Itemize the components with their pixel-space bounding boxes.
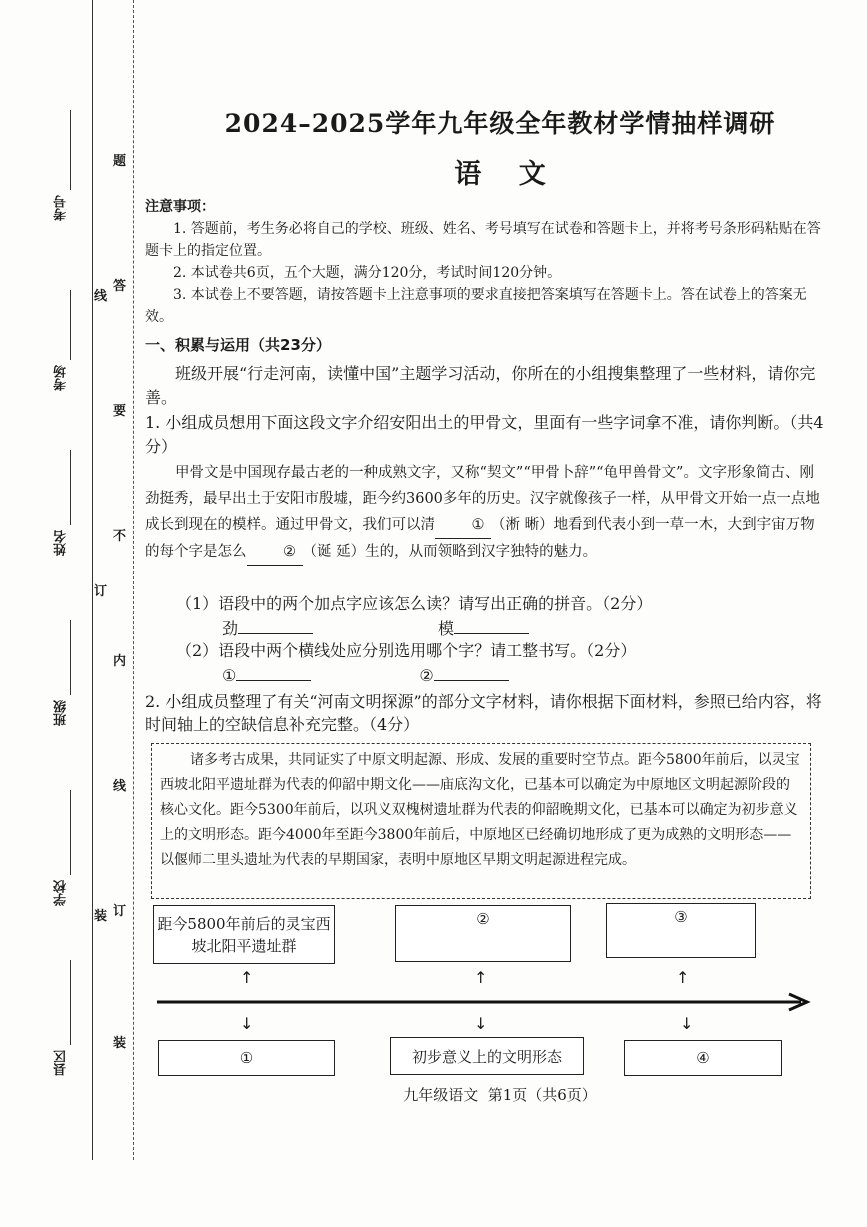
timeline-bottom-box-3[interactable]: ④ [624,1040,782,1076]
q1-sub2-mark-b: ② [419,666,434,685]
q1-sub2-blank-a[interactable] [236,680,311,681]
notice-heading: 注意事项： [145,199,215,215]
q2-stem: 2. 小组成员整理了有关“河南文明探源”的部分文字材料，请你根据下面材料，参照已给内容，将时间轴上的空缺信息补充完整。（4分） [145,692,822,734]
q1-blank-2-mark: ② [283,544,296,560]
q1-sub1-answers [222,618,529,640]
timeline-bottom-box-2: 初步意义上的文明形态 [390,1037,584,1075]
q1-blank-2 [247,539,303,566]
q1-choice-2: （诞 延） [302,544,366,560]
q1-blank-1 [435,512,491,539]
margin-char-zhuang-outer: 装 [94,909,108,924]
q1-passage [145,460,825,566]
q1-sub1-char-a: 劲 [222,619,239,638]
q1-sub2-blank-b[interactable] [434,680,509,681]
notice-item-2: 2. 本试卷共6页，五个大题，满分120分，考试时间120分钟。 [173,265,562,281]
down-arrow-2: ↓ [474,1014,488,1033]
notice-item-1: 1. 答题前，考生务必将自己的学校、班级、姓名、考号填写在试卷和答题卡上，并将考号条形码粘贴在答题卡上的指定位置。 [145,221,821,259]
label-exam-room: 考场 [54,365,69,391]
margin-char-ding-inner: 订 [113,904,127,919]
q1-sub1: （1）语段中的两个加点字应该怎么读？请写出正确的拼音。（2分） [176,594,653,613]
down-arrow-1: ↓ [240,1014,254,1033]
q1-sub2: （2）语段中两个横线处应分别选用哪个字？请工整书写。（2分） [176,641,637,660]
label-school: 学校 [54,880,69,906]
margin-char-nei: 内 [113,654,127,669]
label-class: 班级 [54,700,69,726]
q2-material-text: 诸多考古成果，共同证实了中原文明起源、形成、发展的重要时空节点。距今5800年前后，以灵宝西坡北阳平遗址群为代表的仰韶中期文化——庙底沟文化，已基本可以确定为中原地区文明起源阶段的核心文化。距今5300年前后，以巩义双槐树遗址群为代表的仰韶晚期文化，已基本可以确定为初步意义上的文明形态。距今4000年至距今3800年前后，中原地区已经确切地形成了更为成熟的文明形态——以偃师二里头遗址为代表的早期国家，表明中原地区早期文明起源进程完成。 [160,752,800,868]
binding-line-inner [133,0,134,1160]
subject-title: 语 文 [454,159,546,190]
margin-char-bu: 不 [113,529,127,544]
class-line[interactable] [70,620,71,695]
q1-choice-1: （淅 晰） [491,517,554,533]
q1-sub1-char-b: 模 [438,619,455,638]
exam-number-line[interactable] [70,110,71,190]
margin-char-xian-inner: 线 [113,779,127,794]
q1-passage-b: 地看到代表小到一草一木，大到宇宙万物的每个字是怎么 [145,517,815,560]
q1-sub1-blank-b[interactable] [454,633,529,634]
margin-char-da: 答 [113,279,127,294]
up-arrow-3: ↑ [676,968,690,987]
q1-sub1-blank-a[interactable] [238,633,313,634]
margin-char-ding-outer: 订 [94,584,108,599]
timeline-top-box-1: 距今5800年前后的灵宝西坡北阳平遗址群 [153,905,335,964]
q1-passage-c: 生的，从而领略到汉字独特的魅力。 [365,544,598,560]
county-line[interactable] [70,960,71,1045]
q1-passage-a: 甲骨文是中国现存最古老的一种成熟文字，又称“契文”“甲骨卜辞”“龟甲兽骨文”。文字形象简古、刚劲挺秀，最早出土于安阳市殷墟，距今约3600多年的历史。汉字就像孩子一样，从甲骨文开始一点一点地成长到现在的模样。通过甲骨文，我们可以清 [145,465,820,533]
timeline-axis-arrow [155,992,813,1012]
margin-char-yao: 要 [113,404,127,419]
notice-item-3: 3. 本试卷上不要答题，请按答题卡上注意事项的要求直接把答案填写在答题卡上。答在试卷上的答案无效。 [145,287,807,325]
q1-sub2-answers [222,665,509,687]
section-1-heading: 一、积累与运用（共23分） [145,336,331,354]
timeline-top-box-3[interactable]: ③ [606,903,756,958]
exam-room-line[interactable] [70,290,71,360]
name-line[interactable] [70,450,71,525]
q2-material-box [151,743,811,899]
up-arrow-2: ↑ [474,968,488,987]
exam-title: 2024–2025学年九年级全年教材学情抽样调研 [224,109,776,138]
school-line[interactable] [70,790,71,875]
label-county: 县区 [54,1050,69,1076]
down-arrow-3: ↓ [680,1014,694,1033]
up-arrow-1: ↑ [240,968,254,987]
label-name: 姓名 [54,530,69,556]
timeline-bottom-box-1[interactable]: ① [158,1040,335,1076]
q1-blank-1-mark: ① [471,517,485,533]
margin-char-zhuang-inner: 装 [113,1036,127,1051]
q1-stem: 1. 小组成员想用下面这段文字介绍安阳出土的甲骨文，里面有一些字词拿不准，请你判断。（共4分） [145,413,824,456]
q1-sub2-mark-a: ① [222,666,237,685]
margin-char-ti: 题 [113,154,127,169]
timeline-top-box-2[interactable]: ② [395,905,571,962]
label-exam-number: 考号 [54,195,69,221]
binding-line-outer [92,0,93,1160]
margin-char-xian-outer: 线 [94,289,108,304]
page-footer: 九年级语文 第1页（共6页） [403,1086,597,1104]
section-1-intro: 班级开展“行走河南，读懂中国”主题学习活动，你所在的小组搜集整理了一些材料，请你完善。 [145,364,816,407]
